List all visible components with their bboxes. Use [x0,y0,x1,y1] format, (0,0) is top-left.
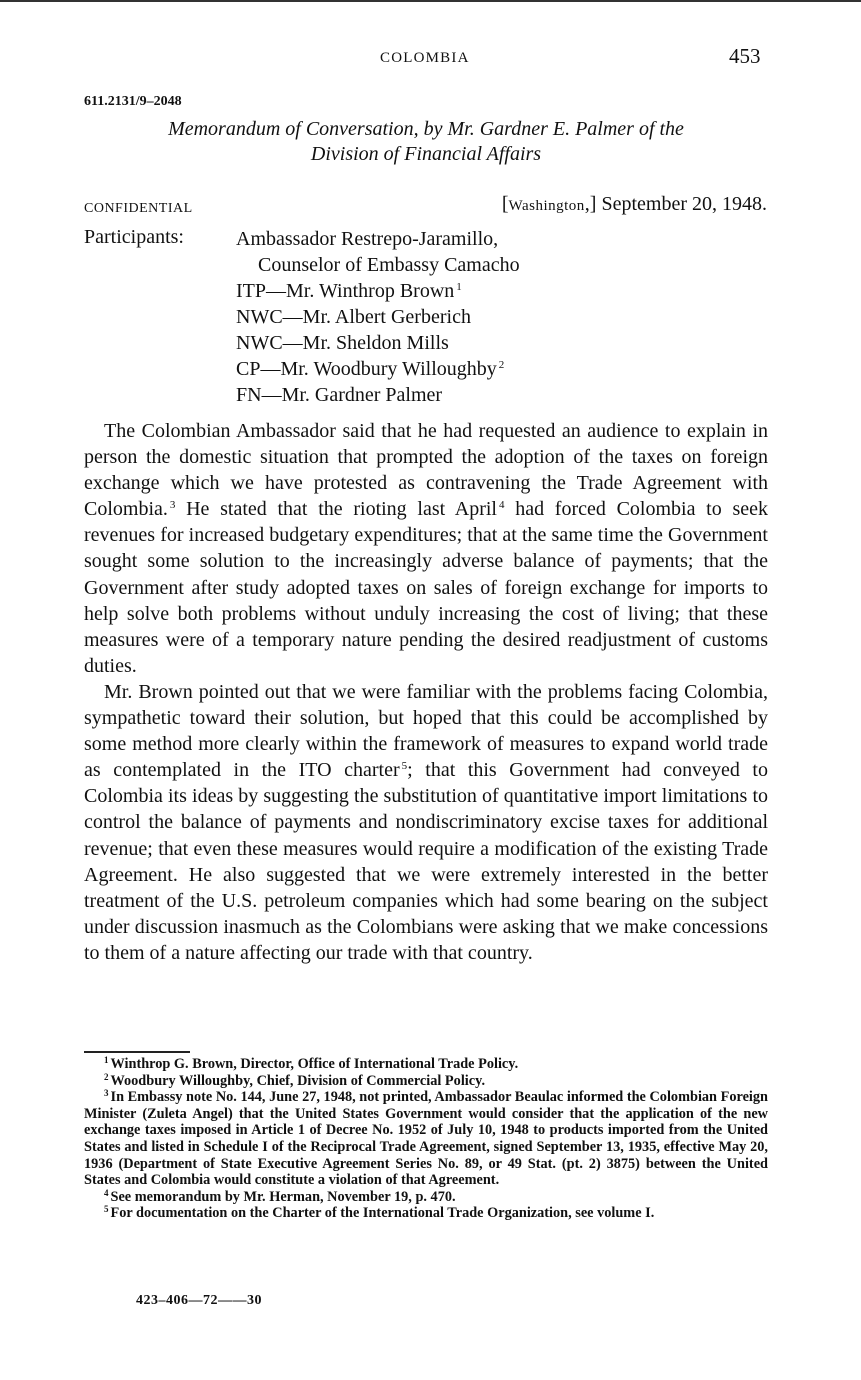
place-open-bracket: [ [501,193,509,215]
printer-code: 423–406—72——30 [136,1293,262,1308]
participant: Counselor of Embassy Camacho [258,254,520,276]
participant: NWC—Mr. Sheldon Mills [236,332,449,354]
participant: NWC—Mr. Albert Gerberich [236,306,471,328]
file-number: 611.2131/9–2048 [84,94,182,109]
participant: Ambassador Restrepo-Jaramillo, [236,228,499,250]
place-close-bracket: ,] [584,193,597,215]
title-line-2: Division of Financial Affairs [310,143,542,165]
footnote-ref: 2 [498,359,505,371]
footnotes [84,1056,768,1222]
running-head: COLOMBIA [380,50,470,66]
place-name: Washington [508,198,585,214]
title-line-1: Memorandum of Conversation, by Mr. Gardner E. Palmer of the [168,118,684,140]
footnote-ref: 5 [401,760,408,773]
footnote-ref: 4 [499,499,505,512]
footnote: $^2$ Woodbury Willoughby, Chief, Division of Commercial Policy. [104,1071,486,1089]
dateline [502,193,767,216]
participant: FN—Mr. Gardner Palmer [236,384,443,406]
page-number: 453 [729,44,761,68]
body-text [84,418,768,966]
participants-label: Participants: [84,226,184,248]
paragraph-1: The Colombian Ambassador said that he had requested an audience to explain in person the domestic situation that prompted the adoption of the taxes on foreign exchange which we have protested as contravening the Trade Agreement with Colombia. $^3$ He stated that the rioting last April $^4$ had forced Colombia to seek revenues for increased budgetary expenditures; that at the same time the Government sought some solution to the increasingly adverse balance of payments; that the Government after study adopted taxes on sales of foreign exchange for imports to help solve both problems without unduly increasing the cost of living; that these measures were of a temporary nature pending the desired readjustment of customs duties. [84,420,768,677]
date: September 20, 1948. [601,193,767,215]
footnote-ref: 3 [169,499,176,512]
top-border-rule [0,0,861,2]
classification-label: CONFIDENTIAL [84,201,193,216]
paragraph-2: Mr. Brown pointed out that we were familiar with the problems facing Colombia, sympathetic toward their solution, but hoped that this could be accomplished by some method more clearly within the framework of measures to expand world trade as contemplated in the ITO charter $^5$; that this Government had conveyed to Colombia its ideas by suggesting the substitution of quantitative import limitations to control the balance of payments and nondiscriminatory excise taxes for additional revenue; that even these measures would require a modification of the existing Trade Agreement. He also suggested that we were extremely interested in the better treatment of the U.S. petroleum companies which had some bearing on the subject under discussion inasmuch as the Colombians were asking that we make concessions to them of a nature affecting our trade with that country. [84,680,768,964]
footnote-ref: 1 [456,281,462,293]
document-title [84,117,768,167]
participant: ITP—Mr. Winthrop Brown $^1$ [236,280,462,302]
footnote: $^4$ See memorandum by Mr. Herman, November 19, p. 470. [104,1187,456,1205]
footnote: $^3$ In Embassy note No. 144, June 27, 1948, not printed, Ambassador Beaulac informed the Colombian Foreign Minister (Zuleta Angel) that the United States Government would consider that the application of the new exchange taxes imposed in Article 1 of Decree No. 1952 of July 10, 1948 to products imported from the United States and listed in Schedule I of the Reciprocal Trade Agreement, signed September 13, 1935, effective May 20, 1936 (Department of State Executive Agreement Series No. 89, or 49 Stat. (pt. 2) 3875) between the United States and Colombia would constitute a violation of that Agreement. [84,1088,768,1189]
participants-list [236,226,520,408]
participant: CP—Mr. Woodbury Willoughby $^2$ [236,358,505,380]
footnote: $^1$ Winthrop G. Brown, Director, Office of International Trade Policy. [104,1055,519,1072]
footnote: $^5$ For documentation on the Charter of the International Trade Organization, see volume I. [104,1204,655,1222]
footnote-divider [84,1051,190,1053]
